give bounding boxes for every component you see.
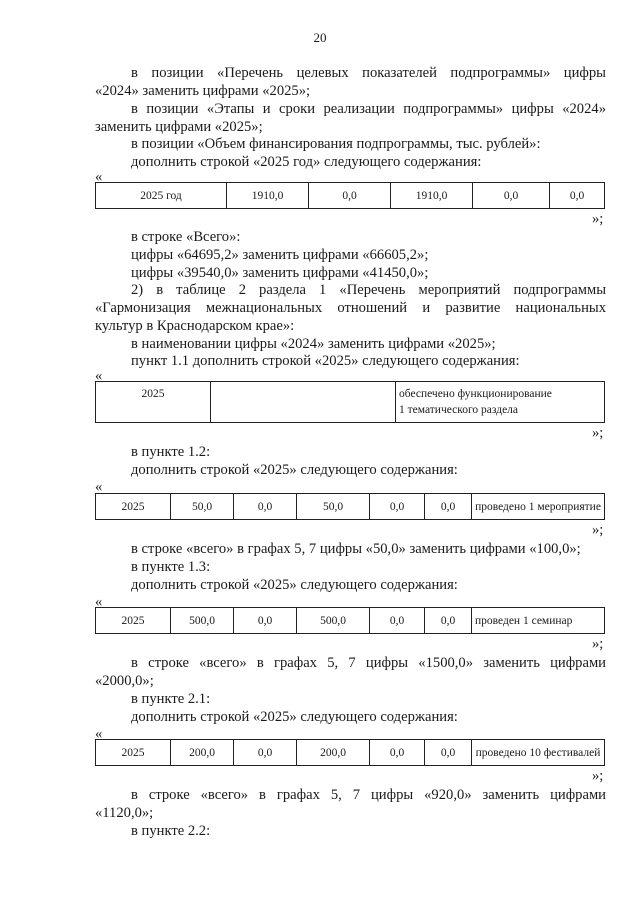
- text-line: в наименовании цифры «2024» заменить цифрами «2025»;: [131, 336, 496, 352]
- table-cell: 1910,0: [391, 183, 473, 209]
- text-line: «1120,0»;: [95, 805, 154, 821]
- table-cell: проведено 1 мероприятие: [472, 494, 605, 520]
- text-line: в пункте 2.1:: [131, 691, 211, 707]
- text-line: дополнить строкой «2025» следующего содержания:: [131, 709, 458, 725]
- text-line: дополнить строкой «2025 год» следующего содержания:: [131, 154, 482, 170]
- text-line: в пункте 1.2:: [131, 444, 211, 460]
- table-cell: 0,0: [309, 183, 391, 209]
- table-cell: [211, 382, 396, 423]
- text-line: культур в Краснодарском крае»:: [95, 318, 295, 334]
- text-line: «Гармонизация межнациональных отношений и развитие национальных: [95, 300, 606, 316]
- note-line: 1 тематического раздела: [399, 404, 519, 416]
- table-cell: проведено 10 фестивалей: [472, 740, 605, 766]
- open-quote: «: [95, 479, 103, 495]
- table-cell: 0,0: [425, 494, 472, 520]
- text-line: цифры «64695,2» заменить цифрами «66605,2»;: [131, 247, 429, 263]
- text-line: дополнить строкой «2025» следующего содержания:: [131, 462, 458, 478]
- text-line: 2) в таблице 2 раздела 1 «Перечень мероприятий подпрограммы: [131, 282, 606, 298]
- table-cell: 0,0: [370, 608, 425, 634]
- table-cell: 500,0: [171, 608, 234, 634]
- text-line: «2024» заменить цифрами «2025»;: [95, 83, 311, 99]
- close-quote: »;: [592, 211, 604, 227]
- text-line: заменить цифрами «2025»;: [95, 119, 263, 135]
- table-item-1-2: [95, 493, 605, 520]
- table-financing-2025: [95, 182, 605, 209]
- table-cell: 50,0: [297, 494, 370, 520]
- table-cell: 50,0: [171, 494, 234, 520]
- text-line: дополнить строкой «2025» следующего содержания:: [131, 577, 458, 593]
- text-line: в строке «всего» в графах 5, 7 цифры «920,0» заменить цифрами: [131, 787, 606, 803]
- table-row: [96, 382, 605, 423]
- open-quote: «: [95, 594, 103, 610]
- table-cell: 0,0: [234, 494, 297, 520]
- close-quote: »;: [592, 768, 604, 784]
- table-cell: 500,0: [297, 608, 370, 634]
- close-quote: »;: [592, 425, 604, 441]
- table-cell: 0,0: [370, 494, 425, 520]
- open-quote: «: [95, 169, 103, 185]
- table-item-1-1: [95, 381, 605, 423]
- table-cell: 0,0: [473, 183, 550, 209]
- table-cell: 0,0: [370, 740, 425, 766]
- text-line: в позиции «Перечень целевых показателей подпрограммы» цифры: [131, 65, 606, 81]
- table-cell: 2025: [96, 494, 171, 520]
- table-cell: 0,0: [425, 608, 472, 634]
- table-cell: 2025: [96, 608, 171, 634]
- table-item-2-1: [95, 739, 605, 766]
- table-cell: 2025 год: [96, 183, 227, 209]
- table-row: [96, 740, 605, 766]
- table-cell: 2025: [96, 740, 171, 766]
- table-row: [96, 494, 605, 520]
- table-cell: 2025: [96, 382, 211, 423]
- table-cell: 1910,0: [227, 183, 309, 209]
- open-quote: «: [95, 726, 103, 742]
- text-line: в строке «всего» в графах 5, 7 цифры «50,0» заменить цифрами «100,0»;: [131, 541, 581, 557]
- text-line: в строке «Всего»:: [131, 229, 241, 245]
- close-quote: »;: [592, 636, 604, 652]
- table-cell: 0,0: [234, 608, 297, 634]
- text-line: в пункте 1.3:: [131, 559, 211, 575]
- text-line: пункт 1.1 дополнить строкой «2025» следующего содержания:: [131, 353, 520, 369]
- open-quote: «: [95, 368, 103, 384]
- table-cell: 0,0: [550, 183, 605, 209]
- table-cell: [396, 382, 605, 423]
- table-cell: 200,0: [297, 740, 370, 766]
- table-cell: 0,0: [425, 740, 472, 766]
- text-line: в пункте 2.2:: [131, 823, 211, 839]
- note-line: обеспечено функционирование: [399, 388, 552, 400]
- close-quote: »;: [592, 522, 604, 538]
- page-number: 20: [313, 30, 327, 45]
- text-line: в позиции «Этапы и сроки реализации подпрограммы» цифры «2024»: [131, 101, 606, 117]
- text-line: в строке «всего» в графах 5, 7 цифры «1500,0» заменить цифрами: [131, 655, 606, 671]
- text-line: в позиции «Объем финансирования подпрограммы, тыс. рублей»:: [131, 136, 541, 152]
- table-item-1-3: [95, 607, 605, 634]
- table-row: [96, 608, 605, 634]
- text-line: «2000,0»;: [95, 673, 154, 689]
- table-cell: проведен 1 семинар: [472, 608, 605, 634]
- table-cell: 0,0: [234, 740, 297, 766]
- text-line: цифры «39540,0» заменить цифрами «41450,0»;: [131, 265, 429, 281]
- table-row: [96, 183, 605, 209]
- table-cell: 200,0: [171, 740, 234, 766]
